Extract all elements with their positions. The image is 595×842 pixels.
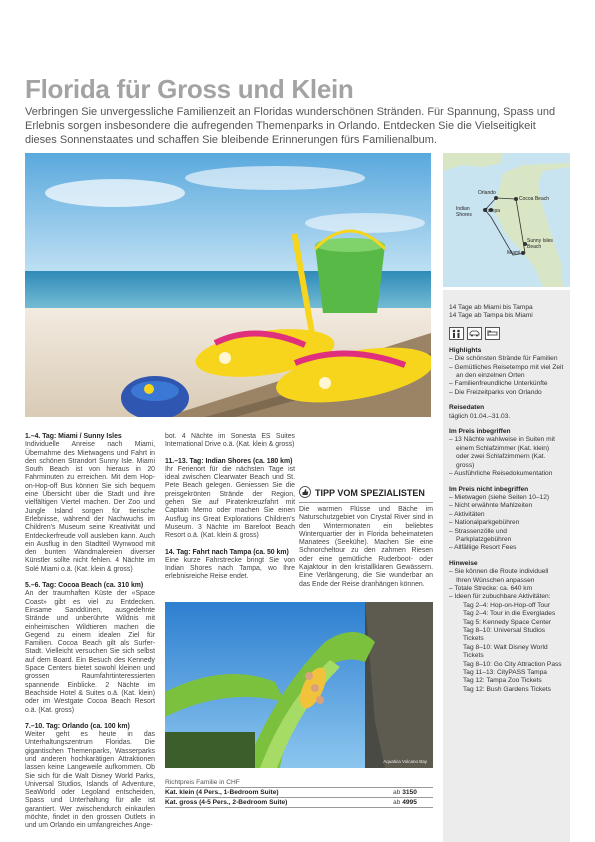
photo-credit: Aquatica Volcano Bay [383, 759, 427, 764]
activity-item: Tag 8–10: Universal Studios Tickets [463, 627, 546, 643]
page-title: Florida für Gross und Klein [25, 74, 354, 104]
included-list [449, 436, 564, 478]
activity-item: Tag 12: Bush Gardens Tickets [463, 685, 551, 693]
duration-1: 14 Tage ab Miami bis Tampa [449, 304, 533, 311]
list-item: – Nicht erwähnte Mahlzeiten [449, 502, 564, 510]
list-item: – Ideen für zubuchbare Aktivitäten: [449, 593, 564, 601]
notes-list [449, 568, 564, 694]
activity-item: Tag 2–4: Tour in die Everglades [463, 610, 556, 618]
activity-item: Tag 2–4: Hop-on-Hop-off Tour [463, 601, 550, 609]
day-text: An der traumhaften Küste der «Space Coast» gibt es viel zu Entdecken. Einsame Sanddünen, ausgedehnte Strände und unberührte Wildnis mit einheimischen Wildtieren machen die Gegend zu einem idealen Ziel für Familien. Cocoa Beach gilt als Surfer-Stadt. Vielleicht versuchen Sie sich selbst auf dem Board. Ein Besuch des Kennedy Space Centers bietet sowohl kleinen und grossen Raumfahrtinteressierten spannende Einblicke. 2 Nächte im Beachside Hotel & Suites o.ä. (Kat. klein) oder im Westgate Cocoa Beach Resort o.ä. (Kat. gross) [25, 590, 155, 714]
highlights-heading: Highlights [449, 346, 482, 354]
day-heading: 11.–13. Tag: Indian Shores (ca. 180 km) [165, 457, 293, 465]
list-item: – Ausführliche Reisedokumentation [449, 470, 564, 478]
price-caption: Richtpreis Familie in CHF [165, 779, 240, 786]
list-item: – Die Freizeitparks von Orlando [449, 389, 564, 397]
day-heading: 1.–4. Tag: Miami / Sunny Isles [25, 433, 122, 440]
list-item: – Allfällige Resort Fees [449, 544, 564, 552]
price-value: ab 4995 [393, 799, 417, 806]
list-item: – Gemütliches Reisetempo mit viel Zeit an den einzelnen Orten [449, 364, 564, 381]
day-heading: 5.–6. Tag: Cocoa Beach (ca. 310 km) [25, 582, 144, 590]
list-item: – Totale Strecke: ca. 640 km [449, 585, 564, 593]
list-item: – Familienfreundliche Unterkünfte [449, 380, 564, 388]
day-heading: 7.–10. Tag: Orlando (ca. 100 km) [25, 722, 130, 730]
day-text: Ihr Ferienort für die nächsten Tage ist ideal zwischen Clearwater Beach und St. Pete Beach gelegen. Geniessen Sie die preisgekrönten Strände der Region, gehen Sie auf Piratenkreuzfahrt mit Captain Memo oder machen Sie einen Ausflug ins Great Explorations Children's Museum. 3 Nächte im Barefoot Beach Resort o.ä. (Kat. klein & gross) [165, 465, 295, 540]
price-label: Kat. gross (4-5 Pers., 2-Bedroom Suite) [165, 799, 288, 806]
activity-item: Tag 8–10: Go City Attraction Pass [463, 660, 562, 668]
day-heading: 14. Tag: Fahrt nach Tampa (ca. 50 km) [165, 548, 289, 556]
thumbs-up-icon [299, 486, 311, 500]
list-item: – Aktivitäten [449, 511, 564, 519]
highlights-list [449, 355, 564, 397]
activity-item: Tag 12: Tampa Zoo Tickets [463, 677, 542, 685]
intro-text: Verbringen Sie unvergessliche Familienzeit an Floridas wunderschönen Stränden. Für Spannung, Spass und Erlebnis sorgen insbesondere die aufregenden Themenparks in Orlando. Entdecken Sie die Vielseitigkeit dieses Sonnenstaates und schaffen Sie bleibende Erinnerungen fürs Familienalbum. [25, 106, 556, 146]
tip-heading [299, 486, 433, 503]
excluded-heading: Im Preis nicht inbegriffen [449, 485, 529, 493]
specialist-tip [299, 486, 433, 589]
map-label-tampa: Tampa [485, 208, 501, 214]
dates-heading: Reisedaten [449, 404, 485, 412]
price-value: ab 3150 [393, 789, 417, 796]
table-row [165, 787, 433, 797]
family-icon [449, 327, 464, 340]
price-label: Kat. klein (4 Pers., 1-Bedroom Suite) [165, 789, 279, 796]
list-item: – Die schönsten Strände für Familien [449, 355, 564, 363]
notes-heading: Hinweise [449, 559, 478, 567]
tip-text: Die warmen Flüsse und Bäche im Naturschutzgebiet von Crystal River sind in den Wintermonaten ein beliebtes Winterquartier der in Florida beheimateten Manatees (Seekühe). Machen Sie eine Schnorcheltour zu den zahmen Riesen oder eine gemütliche Ruderboot- oder Kajaktour in den kristallklaren Gewässern. Eine Verlängerung, die Sie wunderbar an das Ende der Reise dranhängen können. [299, 506, 433, 588]
list-item: – Nationalparkgebühren [449, 519, 564, 527]
included-heading: Im Preis inbegriffen [449, 428, 511, 436]
map-label-miami: Miami [507, 250, 521, 256]
waterpark-photo [165, 602, 433, 768]
excluded-list [449, 494, 564, 553]
duration-2: 14 Tage ab Tampa bis Miami [449, 312, 533, 320]
list-item: – Strassenzölle und Parkplatzgebühren [449, 528, 564, 545]
list-item: – Mietwagen (siehe Seiten 10–12) [449, 494, 564, 502]
sidebar-info [443, 290, 570, 842]
activity-item: Tag 8–10: Walt Disney World Tickets [463, 643, 548, 660]
map-label-cocoa-beach: Cocoa Beach [519, 196, 550, 202]
hotel-icon [485, 327, 500, 340]
map-label-orlando: Orlando [478, 190, 496, 196]
day-text: Individuelle Anreise nach Miami, Übernahme des Mietwagens und Fahrt in den schönen Strandort Sunny Isle. Miami South Beach ist von hieraus in 20 Fahrminuten zu erreichen. Mit dem Hop-on-Hop-off Bus können Sie sich bequem eine Übersicht über die Stadt und ihre vielfältigen Viertel machen. Der Zoo und Jungle Island sorgen für tierische Erlebnisse, während der Nachwuchs im Children's Museum seine Kreativität und Entdeckerfreude voll ausleben kann. Auch ein Ausflug in den Stadtteil Wynwood mit den bunten Wandmalereien diverser Künstler sollte nicht fehlen. 4 Nächte im Solé Miami o.ä. (Kat. klein & gross) [25, 441, 155, 573]
dates-value: täglich 01.04.–31.03. [449, 412, 511, 420]
price-table [165, 779, 433, 808]
activity-item: Tag 11–13: CityPASS Tampa [463, 669, 547, 677]
table-row [165, 797, 433, 808]
route-map [443, 153, 570, 287]
itinerary-column-2 [165, 433, 295, 590]
map-label-indian-shores: Indian Shores [456, 206, 472, 218]
day-text: Weiter geht es heute in das Unterhaltungszentrum Floridas. Die gigantischen Themenparks, Wasserparks und anderen hochkarätigen Attraktionen lassen keine Langeweile aufkommen. Ob Sie sich für die Walt Disney World Parks, Universal Studios, Islands of Adventure, SeaWorld oder Legoland entscheiden, Spass und Unterhaltung für alle ist garantiert. Wer zwischendurch einkaufen möchte, findet in den grossen Outlets in und um Orlando ein umfangreiches Ange- [25, 731, 155, 830]
car-icon [467, 327, 482, 340]
activity-item: Tag 5: Kennedy Space Center [463, 618, 551, 626]
map-label-sunny-isles-beach: Sunny Isles Beach [527, 238, 553, 250]
list-item: – 13 Nächte wahlweise in Suiten mit einem Schlafzimmer (Kat. klein) oder zwei Schlafzimmern (Kat. gross) [449, 436, 564, 470]
tip-title-text: TIPP VOM SPEZIALISTEN [315, 488, 425, 498]
day-text: Eine kurze Fahrstrecke bringt Sie von Indian Shores nach Tampa, wo Ihre erlebnisreiche Reise endet. [165, 556, 295, 581]
itinerary-column-1 [25, 433, 155, 839]
day-text: bot. 4 Nächte im Sonesta ES Suites International Drive o.ä. (Kat. klein & gross) [165, 433, 295, 449]
feature-icons [449, 327, 564, 340]
list-item: – Sie können die Route individuell Ihren Wünschen anpassen [449, 568, 564, 585]
hero-beach-photo [25, 153, 431, 417]
